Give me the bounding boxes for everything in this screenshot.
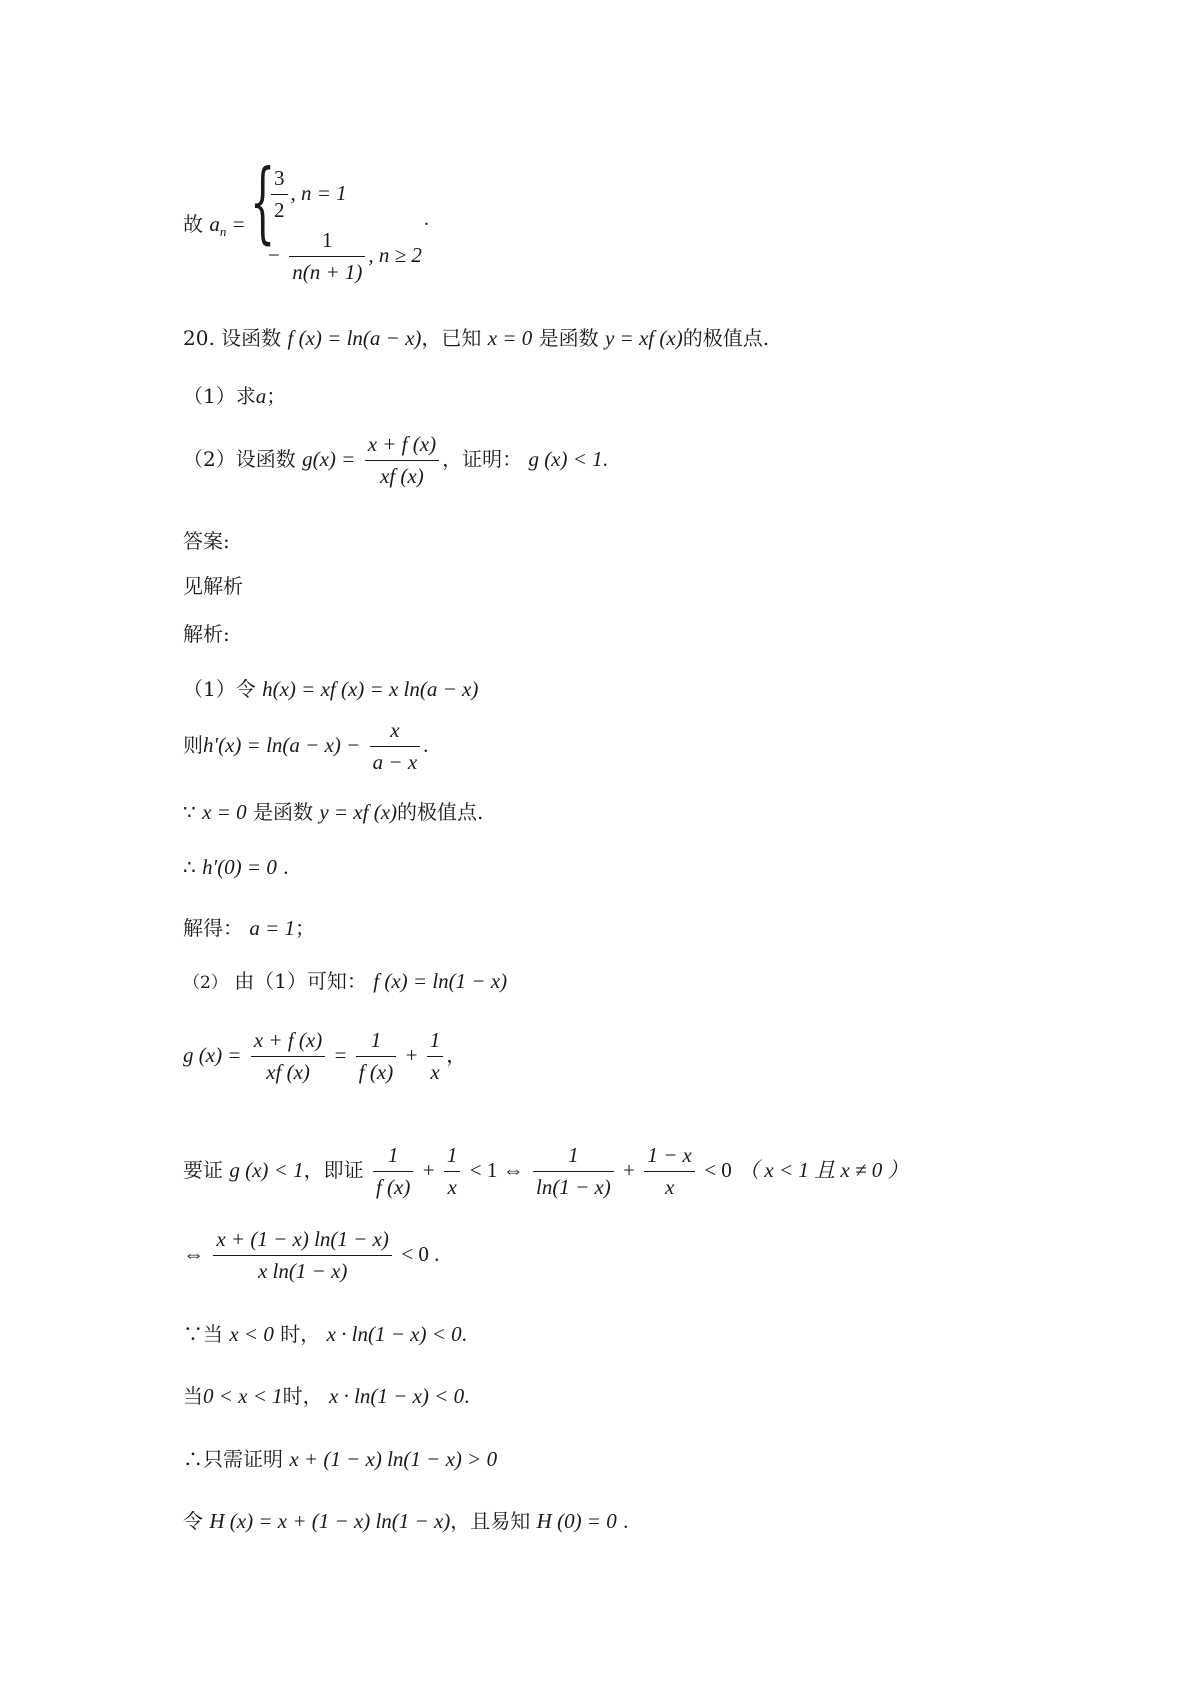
c1-text: 时， — [280, 1322, 321, 1346]
stem-function: f (x) = ln(a − x) — [287, 326, 422, 350]
solution-step-2 — [183, 718, 428, 775]
requirement-line — [183, 1143, 909, 1200]
analysis-label: 解析: — [183, 622, 230, 646]
stem-text-c: 是函数 — [538, 326, 599, 350]
g-num1: x + f (x) — [251, 1028, 325, 1057]
solution-step-3 — [183, 796, 483, 825]
c1-x: x < 0 — [229, 1322, 274, 1346]
c3-expr: x + (1 − x) ln(1 − x) > 0 — [289, 1447, 498, 1471]
eqv-symbol: ⇔ — [183, 1242, 204, 1266]
s2-end: . — [423, 733, 429, 757]
req-plus2: + — [623, 1158, 635, 1182]
s3-end: 的极值点. — [397, 800, 484, 824]
q1-end: ； — [266, 384, 287, 408]
q2-fraction — [365, 432, 439, 489]
s4-expr: h′(0) = 0 — [202, 855, 277, 879]
c1-because: ∵当 — [183, 1322, 223, 1346]
c3-label: ∴只需证明 — [183, 1447, 283, 1471]
req-cond: （ x < 1 且 x ≠ 0 ） — [738, 1158, 909, 1182]
c1-expr: x · ln(1 − x) < 0 — [326, 1322, 462, 1346]
case-x-negative — [183, 1318, 467, 1347]
q2-label: （2）设函数 — [183, 447, 296, 471]
p2-text: 由（1）可知： — [234, 969, 367, 993]
s1-label: （1）令 — [183, 677, 256, 701]
c1-end: . — [461, 1322, 467, 1346]
req-frac-4 — [644, 1143, 695, 1200]
q2-num: x + f (x) — [365, 432, 439, 461]
define-H — [183, 1505, 628, 1534]
req-n2: 1 — [444, 1143, 461, 1172]
req-b: ，即证 — [303, 1158, 364, 1182]
c2-expr: x · ln(1 − x) < 0 — [329, 1384, 465, 1408]
c4-expr: H (x) = x + (1 − x) ln(1 − x) — [209, 1509, 451, 1533]
s2-fraction — [370, 718, 421, 775]
req-g: g (x) < 1 — [229, 1158, 304, 1182]
because-symbol: ∵ — [183, 800, 196, 824]
case1-den: 2 — [274, 198, 285, 222]
q1-label: （1）求 — [183, 384, 256, 408]
q2-mid: ，证明： — [442, 447, 523, 471]
case2-den: n(n + 1) — [292, 260, 363, 284]
piecewise-case-1 — [268, 166, 347, 223]
req-frac-2 — [444, 1143, 461, 1200]
s3-y: y = xf (x) — [319, 800, 398, 824]
an-equals: = — [232, 212, 245, 236]
piecewise-prefix — [183, 208, 245, 240]
g-frac-1 — [251, 1028, 325, 1085]
answer-text: 见解析 — [183, 574, 243, 598]
an-symbol: a — [209, 212, 220, 236]
g-plus: + — [405, 1043, 418, 1067]
q2-end: . — [602, 447, 608, 471]
piecewise-case-2 — [268, 228, 422, 285]
stem-text-b: ，已知 — [421, 326, 482, 350]
g-frac-3 — [427, 1028, 444, 1085]
question-1 — [183, 380, 286, 409]
q2-claim: g (x) < 1 — [528, 447, 603, 471]
g-den2: f (x) — [358, 1060, 394, 1084]
req-lt: < 1 ⇔ — [469, 1158, 524, 1182]
case2-num: 1 — [289, 228, 365, 257]
question-2 — [183, 432, 608, 489]
eqv-fraction — [213, 1227, 392, 1284]
eqv-den: x ln(1 − x) — [257, 1259, 348, 1283]
g-frac-2 — [356, 1028, 396, 1085]
req-d3: ln(1 − x) — [535, 1175, 611, 1199]
s2-den: a − x — [372, 750, 418, 774]
g-expansion — [183, 1028, 466, 1085]
g-den1: xf (x) — [266, 1060, 310, 1084]
s2-num: x — [370, 718, 421, 747]
c2-end: . — [464, 1384, 470, 1408]
piecewise-end: . — [424, 208, 429, 230]
req-n4: 1 − x — [644, 1143, 695, 1172]
case2-fraction — [289, 228, 365, 285]
g-den3: x — [430, 1060, 440, 1084]
q2-den: xf (x) — [380, 464, 424, 488]
case1-cond: , n = 1 — [290, 181, 347, 205]
g-num3: 1 — [427, 1028, 444, 1057]
c4-text: ，且易知 — [450, 1509, 531, 1533]
eqv-end: < 0 . — [401, 1242, 440, 1266]
q1-var: a — [255, 384, 267, 408]
g-num2: 1 — [356, 1028, 396, 1057]
c4-h0: H (0) = 0 — [536, 1509, 617, 1533]
case1-fraction — [271, 166, 288, 223]
c2-text: 当 — [183, 1384, 203, 1408]
req-lt0: < 0 — [704, 1158, 732, 1182]
s5-expr: a = 1 — [249, 916, 296, 940]
req-frac-3 — [533, 1143, 614, 1200]
case1-num: 3 — [271, 166, 288, 195]
solution-step-4 — [183, 855, 288, 880]
prefix-text: 故 — [183, 212, 203, 236]
req-d2: x — [447, 1175, 457, 1199]
c2-text2: 时， — [282, 1384, 323, 1408]
g-lhs: g (x) = — [183, 1043, 242, 1067]
equivalent-line — [183, 1227, 439, 1284]
left-brace: { — [250, 150, 276, 253]
g-eq: = — [334, 1043, 347, 1067]
s5-label: 解得： — [183, 916, 243, 940]
therefore-symbol: ∴ — [183, 855, 196, 879]
s2-prefix: 则 — [183, 733, 203, 757]
solution-step-1 — [183, 673, 478, 702]
only-need-prove — [183, 1443, 497, 1472]
p2-label: （2） — [183, 973, 228, 993]
q2-g: g(x) = — [302, 447, 356, 471]
req-a: 要证 — [183, 1158, 223, 1182]
c4-end: . — [623, 1509, 629, 1533]
req-plus: + — [422, 1158, 435, 1182]
stem-y: y = xf (x) — [604, 326, 683, 350]
stem-text-a: 20. 设函数 — [183, 326, 282, 350]
s3-text: 是函数 — [252, 800, 313, 824]
s1-expr: h(x) = xf (x) = x ln(a − x) — [262, 677, 479, 701]
case2-cond: , n ≥ 2 — [368, 243, 422, 267]
eqv-num: x + (1 − x) ln(1 − x) — [213, 1227, 392, 1256]
s5-end: ； — [295, 916, 316, 940]
an-subscript: n — [219, 224, 227, 239]
req-frac-1 — [373, 1143, 413, 1200]
req-n3: 1 — [533, 1143, 614, 1172]
req-n1: 1 — [373, 1143, 413, 1172]
case-x-between — [183, 1380, 469, 1409]
c4-label: 令 — [183, 1509, 203, 1533]
part-2-intro — [183, 965, 507, 994]
req-d4: x — [664, 1175, 675, 1199]
answer-label: 答案: — [183, 529, 230, 553]
p2-expr: f (x) = ln(1 − x) — [373, 969, 508, 993]
s2-expr: h′(x) = ln(a − x) − — [203, 733, 361, 757]
c2-range: 0 < x < 1 — [203, 1384, 283, 1408]
stem-text-d: 的极值点. — [682, 326, 770, 350]
stem-x0: x = 0 — [487, 326, 533, 350]
s3-expr: x = 0 — [202, 800, 247, 824]
problem-stem — [183, 322, 769, 351]
req-d1: f (x) — [375, 1175, 411, 1199]
s4-end: . — [283, 855, 289, 879]
case2-sign: − — [268, 243, 280, 267]
g-end: ， — [446, 1043, 467, 1067]
solution-step-5 — [183, 912, 315, 941]
